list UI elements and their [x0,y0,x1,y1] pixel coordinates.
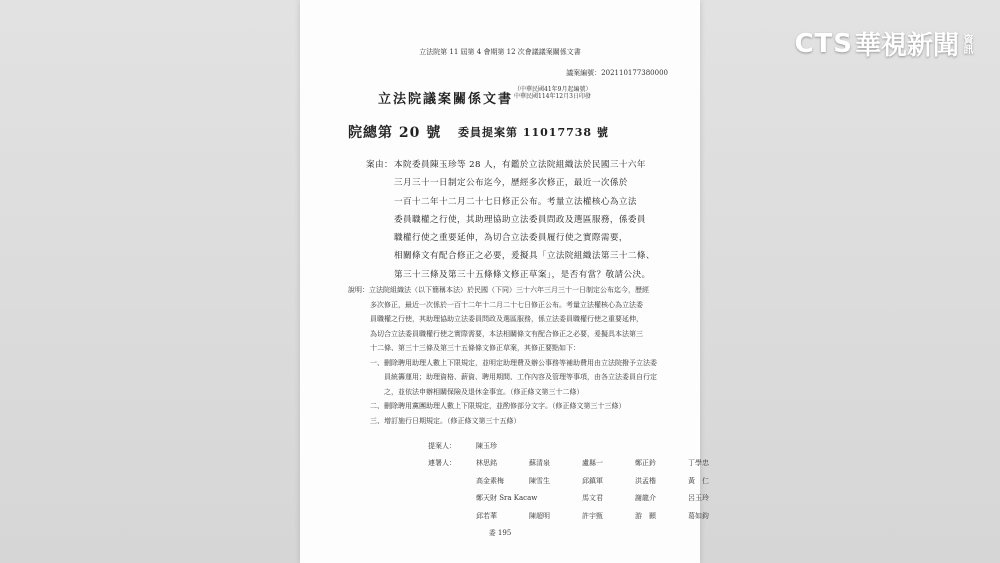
explanation-line: 說明：立法院組織法（以下簡稱本法）於民國（下同）三十六年三月三十一日制定公布迄今，歷經 [348,286,649,294]
cosigner-name: 邱鎮軍 [582,476,603,485]
reason-line: 第三十三條及第三十五條條文修正草案」，是否有當？敬請公決。 [394,269,651,280]
cosigner-name: 鄭正鈐 [635,459,656,468]
cosigner-row [428,473,741,490]
cosigner-name: 洪孟楷 [635,476,656,485]
reason-line: 職權行使之重要延伸，為切合立法委員履行使之實際需要， [394,233,628,244]
cosigner-name: 馬文君 [582,494,603,503]
cosigner-name: 陳雪生 [529,476,550,485]
cosigner-row [428,490,741,507]
explanation-line: 三、增訂施行日期規定。（修正條文第三十五條） [370,416,521,425]
cosigner-name: 鄭天財 Sra Kacaw [476,494,538,503]
explanation-line: 多次修正，最近一次係於一百十二年十二月二十七日修正公布。考量立法權核心為立法委 [370,300,643,309]
cosigner-name: 邱若華 [476,511,497,520]
cosigner-name: 林思銘 [476,459,497,468]
cosigner-name: 游 顥 [635,511,656,520]
document-page [300,0,709,563]
cosigner-name: 呂玉玲 [688,494,709,503]
signatories-block [428,438,741,525]
proposer-name: 陳玉珍 [476,442,497,450]
explanation-line: 員職權之行使，其助理協助立法委員問政及選區服務，係立法委員職權行使之重要延伸， [370,315,643,323]
cosigner-name: 蘇清泉 [529,459,550,468]
reason-line: 委員職權之行使，其助理協助立法委員問政及選區服務，係委員 [394,214,646,225]
logo-sub: 資訊 [961,33,972,54]
cts-news-logo [794,25,972,62]
cosigner-label: 連署人： [428,459,456,468]
date-line-1: （中華民國41年9月起編號） [514,86,592,93]
cosigner-name: 謝龍介 [635,494,656,503]
reason-line: 本院委員陳玉珍等 28 人，有鑑於立法院組織法於民國三十六年 [394,160,646,170]
explanation-line: 二、刪除聘用黨團助理人數上下限規定，並酌修部分文字。（修正條文第三十三條） [370,402,626,410]
document-title: 立法院議案關係文書 [378,92,514,107]
cosigner-row [428,508,741,525]
date-line-2: 中華民國114年12月3日印發 [514,93,591,100]
proposer-label: 提案人： [428,442,456,450]
cosigner-name: 高金素梅 [476,476,504,485]
explanation-line: 為切合立法委員職權行使之實際需要，本法相關條文有配合修正之必要，爰擬具本法第三 [370,329,643,338]
logo-chinese: 華視新聞 [854,31,959,61]
reason-line: 一百十二年十二月二十七日修正公布。考量立法權核心為立法 [394,196,637,207]
right-background-panel [700,0,1000,563]
cosigner-name: 葛如鈞 [688,511,709,520]
cosigner-row [428,455,741,472]
print-dates [514,86,591,100]
reason-label: 案由： [366,160,393,170]
cosigner-name: 丁學忠 [688,459,709,468]
explanation-line: 十二條、第三十三條及第三十五條條文修正草案，其修正要點如下： [370,344,580,352]
proposer-row [428,438,741,455]
cosigner-name: 盧縣一 [582,459,603,468]
logo-latin: CTS [794,28,853,59]
explanation-block [348,283,657,428]
explanation-line: 之，並依法申辦相關保險及退休金事宜。（修正條文第三十二條） [384,387,584,396]
cosigner-name: 許宇甄 [582,511,603,520]
bill-number: 議案編號：202110177380000 [566,69,668,77]
explanation-line: 員統籌運用；助理資格、薪資、聘用期間、工作內容及管理等事項，由各立法委員自行定 [384,373,657,381]
yuan-number: 院總第 20 號 [348,125,442,141]
page-number: 委 195 [488,529,512,537]
cosigner-name: 陳超明 [529,511,550,520]
explanation-line: 一、刪除聘用助理人數上下限規定，並明定助理費及辦公事務等補助費用由立法院撥予立法委 [370,358,657,367]
proposal-number: 委員提案第 11017738 號 [458,126,609,139]
cosigner-name: 黃 仁 [688,476,709,485]
reason-block [366,156,655,284]
document-header: 立法院第 11 屆第 4 會期第 12 次會議議案關係文書 [419,48,581,56]
reason-line: 相關條文有配合修正之必要，爰擬具「立法院組織法第三十二條、 [394,251,655,262]
reason-line: 三月三十一日制定公布迄今，歷經多次修正，最近一次係於 [394,178,628,189]
left-background-panel [0,0,300,563]
